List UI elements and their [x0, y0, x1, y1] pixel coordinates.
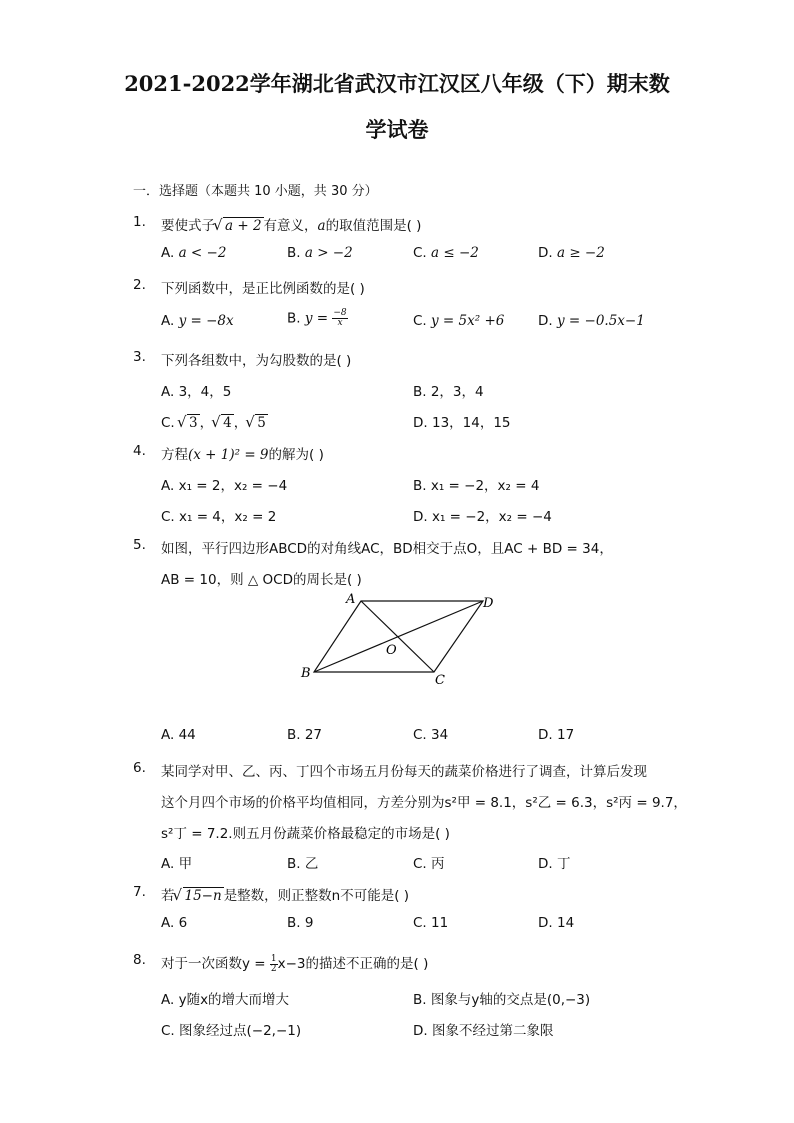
question-number: 7. — [133, 884, 146, 900]
option-c: C. 图象经过点(−2,−1) — [161, 1023, 302, 1039]
option-b: B. 乙 — [287, 856, 319, 872]
question-stem-line2: AB = 10，则 △ OCD的周长是( ) — [161, 572, 362, 588]
question-stem-line3: s²丁 = 7.2.则五月份蔬菜价格最稳定的市场是( ) — [161, 826, 450, 842]
question-stem — [161, 214, 421, 234]
diagonal-bd — [314, 601, 483, 672]
option-a: A. 3，4，5 — [161, 384, 232, 400]
option-d: D. 14 — [538, 915, 575, 931]
option-c: C. 11 — [413, 915, 449, 931]
stem-text: 有意义， — [263, 218, 318, 234]
option-c: C. 34 — [413, 727, 449, 743]
fraction: $\frac{1}{2}$ — [270, 953, 277, 974]
label-d: D — [483, 596, 494, 611]
option-b: B. 27 — [287, 727, 323, 743]
option-a: A. 6 — [161, 915, 188, 931]
question-stem-line2: 这个月四个市场的价格平均值相同，方差分别为s²甲 = 8.1，s²乙 = 6.3，s²丙 = 9.7， — [161, 795, 687, 811]
parallelogram-figure — [290, 588, 510, 693]
exam-title-line1: 2021-2022学年湖北省武汉市江汉区八年级（下）期末数 — [124, 71, 670, 96]
radical-expression — [215, 218, 264, 234]
option-d: D. 13，14，15 — [413, 415, 511, 431]
option-d: D. a ≥ −2 — [538, 245, 605, 261]
label-c: C — [435, 673, 445, 688]
radicand: a + 2 — [225, 218, 262, 234]
option-c: C. y = 5x² +6 — [413, 313, 505, 329]
section-heading: 一．选择题（本题共 10 小题，共 30 分） — [133, 184, 378, 199]
question-number: 6. — [133, 760, 146, 776]
fraction: $\frac{-8}{x}$ — [333, 308, 347, 328]
question-number: 3. — [133, 349, 146, 365]
question-stem: 下列函数中，是正比例函数的是( ) — [161, 281, 365, 297]
question-number: 8. — [133, 952, 146, 968]
label-b: B — [301, 666, 311, 681]
option-c: C. x₁ = 4，x₂ = 2 — [161, 509, 277, 525]
option-d: D. x₁ = −2，x₂ = −4 — [413, 509, 552, 525]
stem-text: 要使式子 — [161, 218, 215, 234]
variable: a — [317, 218, 326, 234]
option-b: B. y = $\frac{-8}{x}$ — [287, 308, 347, 328]
question-number: 2. — [133, 277, 146, 293]
option-b: B. x₁ = −2，x₂ = 4 — [413, 478, 540, 494]
option-d: D. 丁 — [538, 856, 571, 872]
option-a: A. 44 — [161, 727, 196, 743]
question-stem: 若√ 15−n 是整数，则正整数n不可能是( ) — [161, 884, 409, 904]
label-a: A — [346, 592, 356, 607]
question-number: 1. — [133, 214, 146, 230]
option-a: A. 甲 — [161, 856, 193, 872]
option-a: A. x₁ = 2，x₂ = −4 — [161, 478, 288, 494]
question-stem: 对于一次函数y = $\frac{1}{2}$ x−3的描述不正确的是( ) — [161, 953, 429, 974]
exam-title-line2: 学试卷 — [365, 117, 429, 142]
label-o: O — [386, 643, 397, 658]
option-a: A. y随x的增大而增大 — [161, 992, 290, 1008]
option-b: B. 2，3，4 — [413, 384, 484, 400]
option-b: B. 图象与y轴的交点是(0,−3) — [413, 992, 591, 1008]
question-stem: 下列各组数中，为勾股数的是( ) — [161, 353, 352, 369]
option-d: D. 图象不经过第二象限 — [413, 1023, 554, 1039]
option-d: D. 17 — [538, 727, 575, 743]
stem-text: 的取值范围是( ) — [325, 218, 422, 234]
question-stem-line1: 如图，平行四边形ABCD的对角线AC，BD相交于点O，且AC + BD = 34， — [161, 541, 613, 557]
option-b: B. a > −2 — [287, 245, 353, 261]
option-c: C. a ≤ −2 — [413, 245, 479, 261]
question-stem-line1: 某同学对甲、乙、丙、丁四个市场五月份每天的蔬菜价格进行了调查，计算后发现 — [161, 764, 647, 780]
option-c: C. 丙 — [413, 856, 445, 872]
question-number: 5. — [133, 537, 146, 553]
option-d: D. y = −0.5x−1 — [538, 313, 645, 329]
option-c: C. √ 3 ，√ 4 ，√ 5 — [161, 411, 268, 431]
option-b: B. 9 — [287, 915, 314, 931]
option-a: A. y = −8x — [161, 313, 234, 329]
question-stem: 方程(x + 1)² = 9的解为( ) — [161, 447, 324, 463]
option-a: A. a < −2 — [161, 245, 227, 261]
question-number: 4. — [133, 443, 146, 459]
